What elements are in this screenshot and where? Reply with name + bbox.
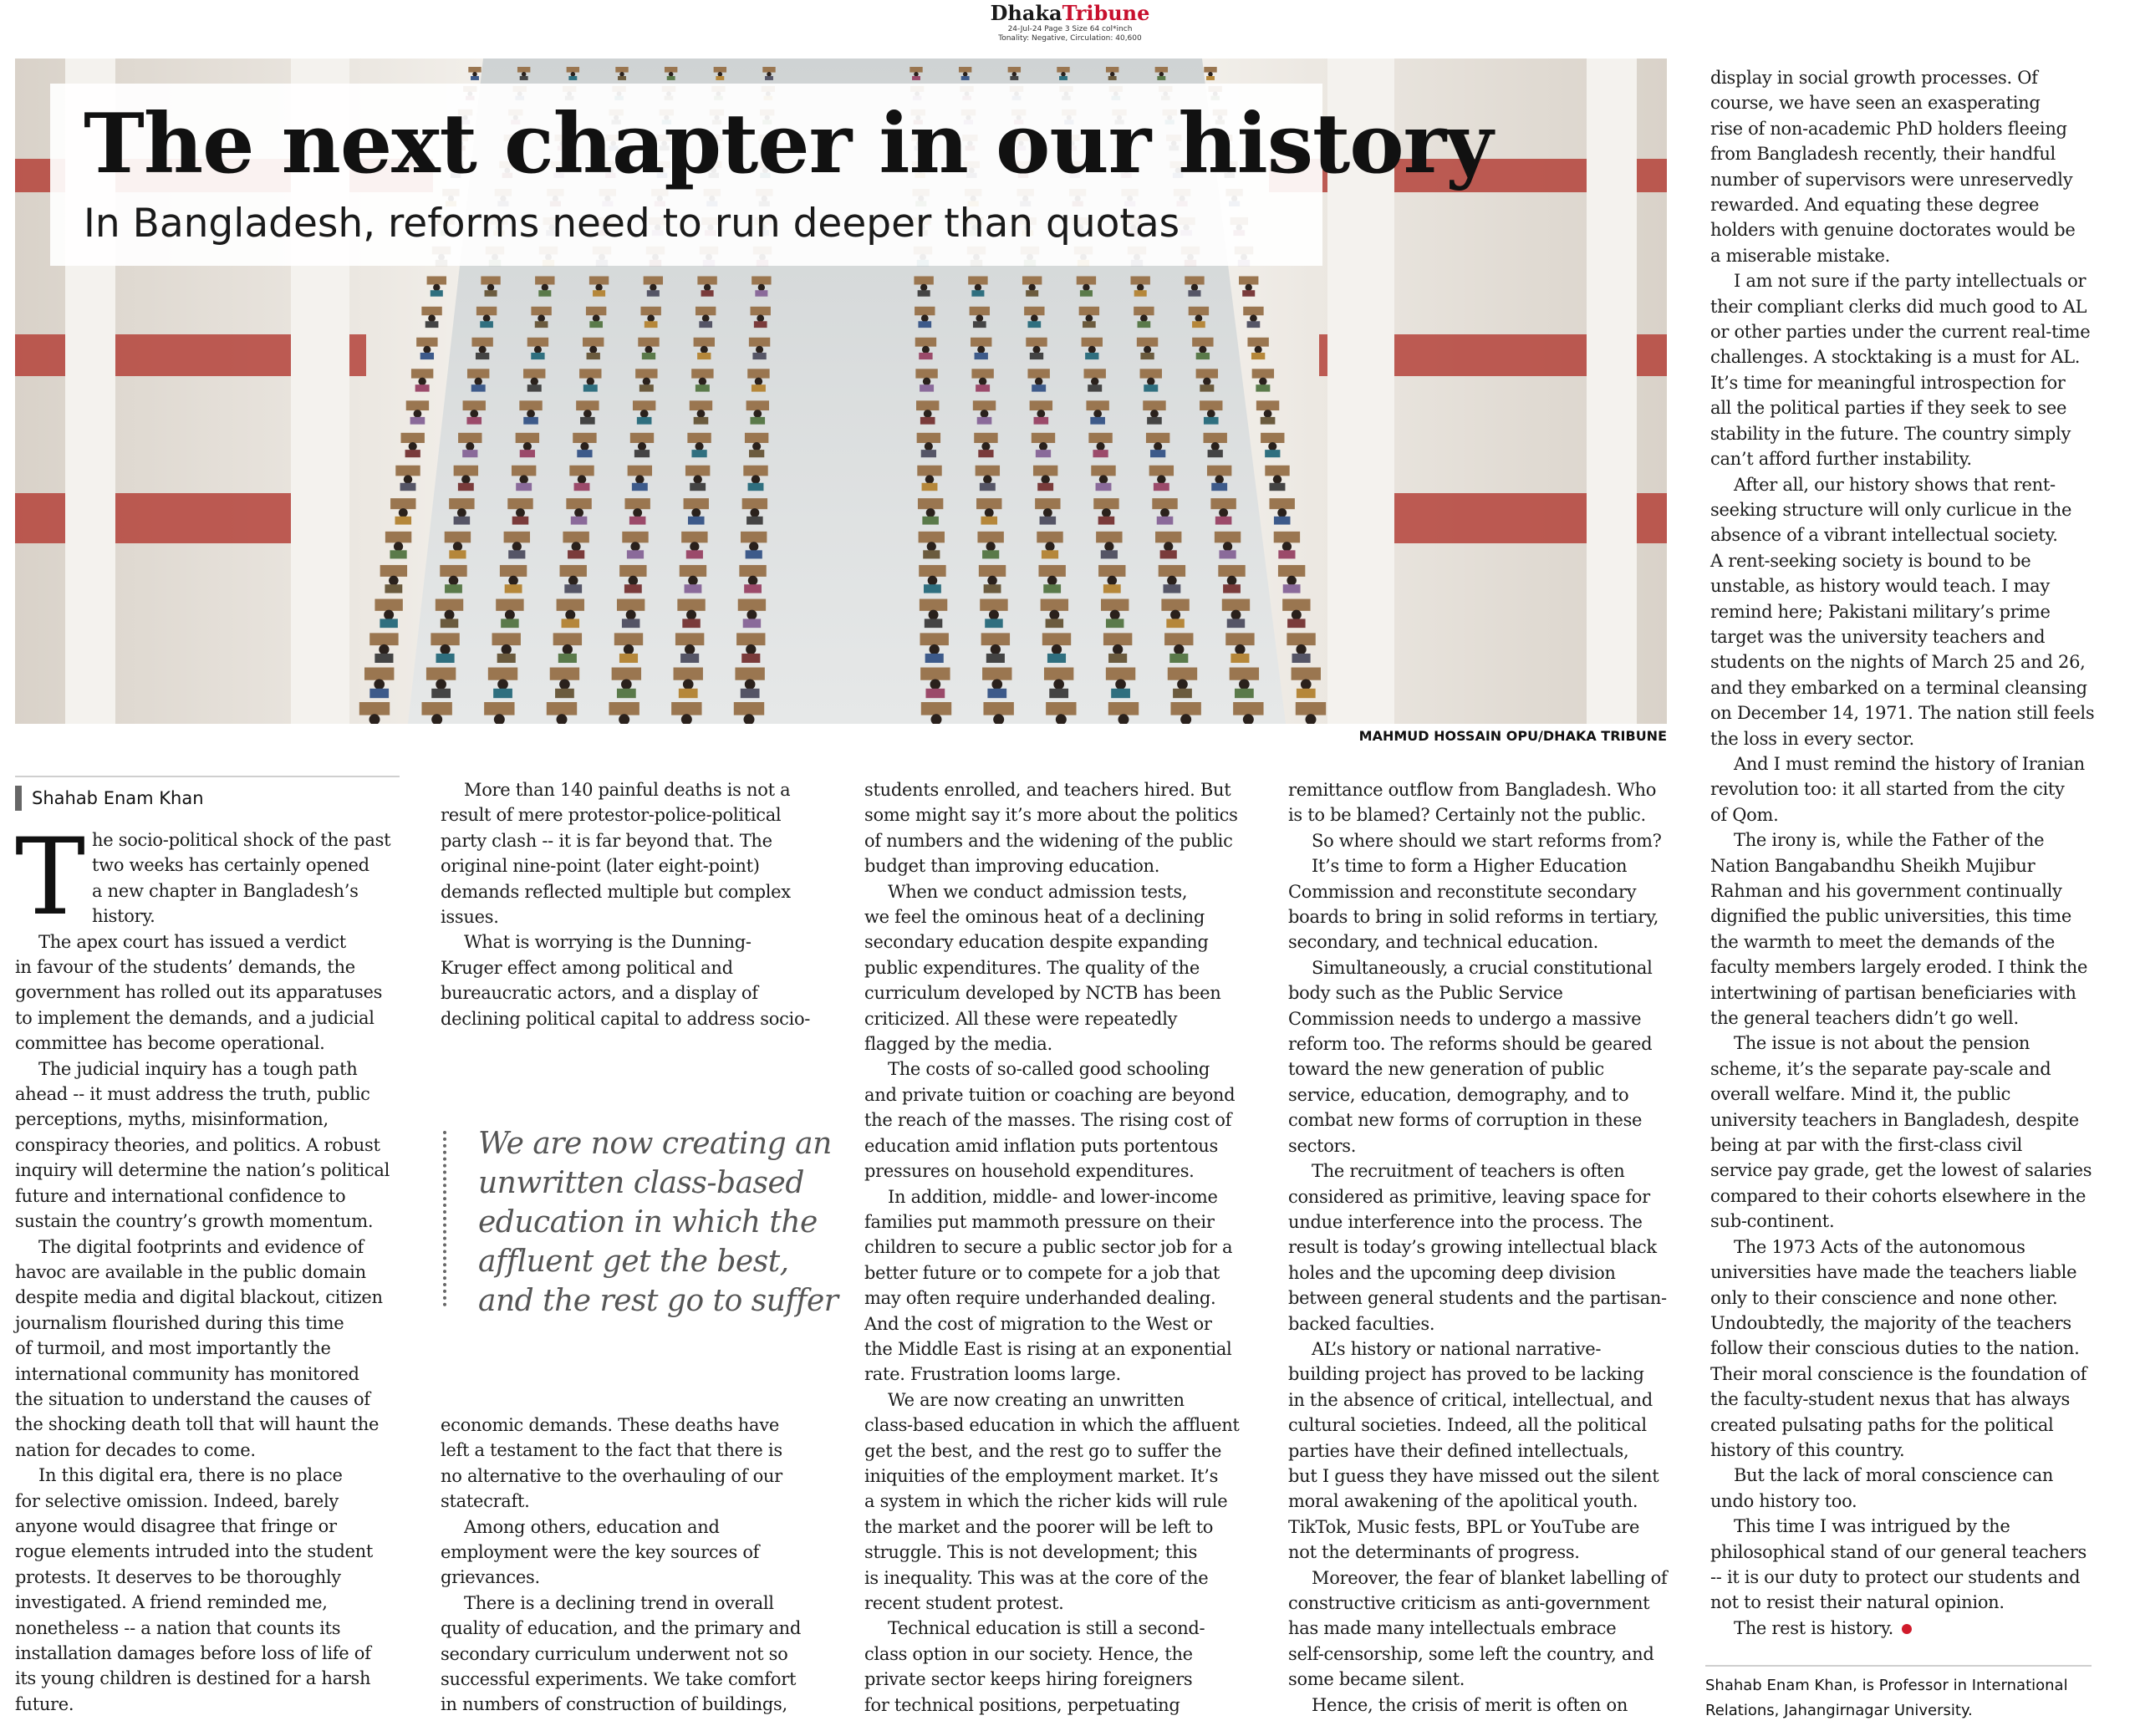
article-line: we feel the ominous heat of a declining xyxy=(864,907,1205,928)
article-line: being at par with the first-class civil xyxy=(1710,1135,2023,1156)
article-line: original nine-point (later eight-point) xyxy=(441,856,760,877)
article-line: holes and the upcoming deep division xyxy=(1288,1262,1616,1283)
article-line: demands reflected multiple but complex xyxy=(441,881,791,902)
article-line: and private tuition or coaching are beyond xyxy=(864,1084,1236,1105)
pull-quote-line: affluent get the best, xyxy=(478,1245,789,1279)
article-line: body such as the Public Service xyxy=(1288,983,1563,1004)
article-line: Among others, education and xyxy=(464,1516,720,1537)
article-line: dignified the public universities, this time xyxy=(1710,906,2071,927)
article-line: absence of a vibrant intellectual society. xyxy=(1710,525,2058,546)
article-line: from Bangladesh recently, their handful xyxy=(1710,144,2056,165)
article-line: government has rolled out its apparatuses xyxy=(15,982,383,1003)
article-line: in the absence of critical, intellectual, and xyxy=(1288,1389,1653,1410)
article-line: statecraft. xyxy=(441,1491,530,1512)
article-line: ahead -- it must address the truth, public xyxy=(15,1084,370,1105)
article-line: the shocking death toll that will haunt the xyxy=(15,1414,380,1435)
masthead xyxy=(961,2,1179,43)
article-line: grievances. xyxy=(441,1567,540,1588)
article-line: parties have their defined intellectuals, xyxy=(1288,1440,1629,1461)
article-line: private sector keeps hiring foreigners xyxy=(864,1669,1193,1690)
article-column-2-bottom xyxy=(441,1413,801,1718)
pull-quote-rule xyxy=(443,1131,446,1306)
article-line: stability in the future. The country simply xyxy=(1710,423,2071,444)
article-column-5 xyxy=(1710,65,2094,1641)
article-line: left a testament to the fact that there is xyxy=(441,1440,782,1461)
article-line: Hence, the crisis of merit is often on xyxy=(1312,1694,1628,1715)
article-line: toward the new generation of public xyxy=(1288,1059,1604,1080)
article-line: nonetheless -- a nation that counts its xyxy=(15,1617,341,1638)
article-line: flagged by the media. xyxy=(864,1034,1052,1055)
article-line: get the best, and the rest go to suffer the xyxy=(864,1440,1222,1461)
article-line: Nation Bangabandhu Sheikh Mujibur xyxy=(1710,855,2036,876)
article-line: TikTok, Music fests, BPL or YouTube are xyxy=(1288,1516,1640,1537)
article-line: curriculum developed by NCTB has been xyxy=(864,983,1221,1004)
article-line: It’s time to form a Higher Education xyxy=(1312,856,1628,877)
article-line: overall welfare. Mind it, the public xyxy=(1710,1084,2011,1105)
article-line: two weeks has certainly opened xyxy=(92,855,369,876)
pull-quote xyxy=(443,1124,838,1318)
article-line: not the determinants of progress. xyxy=(1288,1542,1580,1563)
article-line: In this digital era, there is no place xyxy=(38,1465,343,1486)
article-line: has made many intellectuals embrace xyxy=(1288,1618,1617,1639)
article-line: unstable, as history would teach. I may xyxy=(1710,576,2050,597)
article-line: number of supervisors were unreservedly xyxy=(1710,169,2073,190)
article-line: rate. Frustration looms large. xyxy=(864,1364,1121,1385)
article-line: intertwining of partisan beneficiaries with xyxy=(1710,982,2076,1003)
article-line: better future or to compete for a job that xyxy=(864,1262,1220,1283)
end-of-article-dot xyxy=(1902,1624,1912,1634)
article-line: a miserable mistake. xyxy=(1710,245,1891,266)
article-line: but I guess they have missed out the silent xyxy=(1288,1465,1659,1486)
article-line: struggle. This is not development; this xyxy=(864,1542,1198,1563)
article-line: seeking structure will only curlicue in the xyxy=(1710,499,2072,520)
article-line: target was the university teachers and xyxy=(1710,626,2046,647)
article-line: So where should we start reforms from? xyxy=(1312,830,1662,851)
article-line: The digital footprints and evidence of xyxy=(38,1236,364,1257)
article-line: secondary curriculum underwent not so xyxy=(441,1643,788,1664)
article-line: budget than improving education. xyxy=(864,856,1160,877)
article-line: remind here; Pakistani military’s prime xyxy=(1710,601,2051,622)
article-line: conspiracy theories, and politics. A robust xyxy=(15,1134,380,1155)
article-line: We are now creating an unwritten xyxy=(888,1389,1185,1410)
article-line: protests. It deserves to be thoroughly xyxy=(15,1566,341,1587)
article-line: cultural societies. Indeed, all the political xyxy=(1288,1415,1647,1436)
article-line: Technical education is still a second- xyxy=(888,1618,1205,1639)
article-line: students on the nights of March 25 and 26, xyxy=(1710,652,2086,673)
article-line: committee has become operational. xyxy=(15,1033,325,1054)
author-bio-line: Relations, Jahangirnagar University. xyxy=(1705,1702,1973,1719)
article-line: rise of non-academic PhD holders fleeing xyxy=(1710,118,2067,139)
article-line: he socio-political shock of the past xyxy=(92,830,391,850)
article-line: quality of education, and the primary and xyxy=(441,1618,801,1639)
article-line: students enrolled, and teachers hired. But xyxy=(864,780,1231,800)
article-line: the faculty-student nexus that has always xyxy=(1710,1389,2070,1410)
article-line: created pulsating paths for the political xyxy=(1710,1414,2054,1435)
article-line: sub-continent. xyxy=(1710,1211,1835,1232)
article-line: Kruger effect among political and xyxy=(441,957,733,978)
pull-quote-line: unwritten class-based xyxy=(478,1166,804,1200)
article-line: challenges. A stocktaking is a must for AL. xyxy=(1710,347,2081,368)
article-line: It’s time for meaningful introspection for xyxy=(1710,372,2066,393)
article-line: secondary, and technical education. xyxy=(1288,932,1598,953)
article-column-4 xyxy=(1288,777,1667,1718)
article-line: the situation to understand the causes of xyxy=(15,1388,370,1409)
article-line: its young children is destined for a harsh xyxy=(15,1668,371,1689)
clipping-meta-2: Tonality: Negative, Circulation: 40,600 xyxy=(998,34,1142,43)
article-line: This time I was intrigued by the xyxy=(1734,1516,2010,1537)
pull-quote-line: education in which the xyxy=(478,1205,818,1240)
article-line: no alternative to the overhauling of our xyxy=(441,1465,782,1486)
article-line: the warmth to meet the demands of the xyxy=(1710,931,2055,952)
article-line: sustain the country’s growth momentum. xyxy=(15,1211,374,1232)
article-line: the market and the poorer will be left to xyxy=(864,1516,1214,1537)
article-line: A rent-seeking society is bound to be xyxy=(1710,550,2031,571)
article-line: or other parties under the current real-time xyxy=(1710,322,2091,343)
article-line: result of mere protestor-police-political xyxy=(441,805,782,826)
article-line: of numbers and the widening of the public xyxy=(864,830,1233,851)
article-line: There is a declining trend in overall xyxy=(464,1592,774,1613)
article-line: history. xyxy=(92,906,155,927)
article-line: building project has proved to be lacking xyxy=(1288,1364,1644,1385)
article-line: a new chapter in Bangladesh’s xyxy=(92,880,359,901)
article-line: And I must remind the history of Iranian xyxy=(1734,753,2085,774)
article-line: in favour of the students’ demands, the xyxy=(15,957,355,978)
article-line: boards to bring in solid reforms in tertiary, xyxy=(1288,907,1659,928)
article-line: considered as primitive, leaving space for xyxy=(1288,1186,1650,1207)
article-line: future. xyxy=(15,1693,74,1714)
article-line: self-censorship, some left the country, and xyxy=(1288,1643,1654,1664)
article-line: reform too. The reforms should be geared xyxy=(1288,1034,1653,1055)
article-column-1 xyxy=(15,816,391,1717)
bio-divider xyxy=(1705,1665,2092,1667)
article-line: havoc are available in the public domain xyxy=(15,1261,366,1282)
article-line: despite media and digital blackout, citizen xyxy=(15,1287,383,1308)
article-line: moral awakening of the apolitical youth. xyxy=(1288,1491,1638,1512)
article-line: party clash -- it is far beyond that. The xyxy=(441,830,772,851)
article-line: And the cost of migration to the West or xyxy=(864,1313,1212,1334)
article-line: future and international confidence to xyxy=(15,1185,346,1206)
article-line: compared to their cohorts elsewhere in the xyxy=(1710,1185,2086,1206)
article-line: declining political capital to address socio- xyxy=(441,1008,811,1029)
article-line: The issue is not about the pension xyxy=(1734,1033,2030,1054)
article-line: perceptions, myths, misinformation, xyxy=(15,1109,329,1130)
article-line: service pay grade, get the lowest of salaries xyxy=(1710,1160,2092,1181)
article-line: can’t afford further instability. xyxy=(1710,449,1972,470)
article-line: class-based education in which the affluent xyxy=(864,1415,1240,1436)
article-line: scheme, it’s the separate pay-scale and xyxy=(1710,1058,2051,1079)
article-line: undo history too. xyxy=(1710,1490,1857,1511)
article-line: only to their conscience and none other. xyxy=(1710,1287,2058,1308)
article-line: public expenditures. The quality of the xyxy=(864,957,1200,978)
article-line: anyone would disagree that fringe or xyxy=(15,1515,337,1536)
article-line: a system in which the richer kids will rule xyxy=(864,1491,1228,1512)
article-line: for selective omission. Indeed, barely xyxy=(15,1490,339,1511)
article-line: the general teachers didn’t go well. xyxy=(1710,1008,2019,1029)
article-line: on December 14, 1971. The nation still feels xyxy=(1710,703,2095,724)
article-line: nation for decades to come. xyxy=(15,1439,256,1460)
article-line: Commission and reconstitute secondary xyxy=(1288,881,1637,902)
article-line: journalism flourished during this time xyxy=(15,1312,344,1333)
article-line: The costs of so-called good schooling xyxy=(888,1059,1210,1080)
article-line: not to resist their natural opinion. xyxy=(1710,1592,2005,1613)
article-line: revolution too: it all started from the city xyxy=(1710,779,2065,800)
article-line: Moreover, the fear of blanket labelling of xyxy=(1312,1567,1668,1588)
byline-divider xyxy=(15,776,400,777)
article-column-2-top xyxy=(441,777,810,1031)
article-line: of turmoil, and most importantly the xyxy=(15,1338,331,1359)
article-line: families put mammoth pressure on their xyxy=(864,1211,1215,1232)
article-line: In addition, middle- and lower-income xyxy=(888,1186,1218,1207)
publication-logo xyxy=(961,2,1179,25)
article-line: Undoubtedly, the majority of the teachers xyxy=(1710,1312,2071,1333)
article-line: successful experiments. We take comfort xyxy=(441,1669,797,1690)
article-line: in numbers of construction of buildings, xyxy=(441,1694,787,1715)
article-line: some became silent. xyxy=(1288,1669,1465,1690)
article-line: employment were the key sources of xyxy=(441,1542,760,1563)
author-byline: Shahab Enam Khan xyxy=(15,786,204,811)
article-line: university teachers in Bangladesh, despite xyxy=(1710,1109,2079,1130)
article-line: the Middle East is rising at an exponential xyxy=(864,1338,1232,1359)
article-line: But the lack of moral conscience can xyxy=(1734,1465,2054,1486)
article-column-3 xyxy=(864,777,1240,1718)
article-line: I am not sure if the party intellectuals or xyxy=(1734,271,2086,292)
article-line: constructive criticism as anti-government xyxy=(1288,1593,1650,1613)
article-line: some might say it’s more about the politics xyxy=(864,805,1238,826)
article-line: remittance outflow from Bangladesh. Who xyxy=(1288,780,1657,800)
article-line: display in social growth processes. Of xyxy=(1710,68,2038,88)
logo-dhaka: Dhaka xyxy=(990,1,1062,25)
article-line: all the political parties if they seek to see xyxy=(1710,398,2067,419)
article-line: The 1973 Acts of the autonomous xyxy=(1734,1236,2025,1257)
article-headline: The next chapter in our history xyxy=(84,96,1493,192)
article-line: issues. xyxy=(441,907,499,928)
article-line: sectors. xyxy=(1288,1135,1357,1156)
article-line: holders with genuine doctorates would be xyxy=(1710,220,2076,241)
article-line: What is worrying is the Dunning- xyxy=(464,932,752,953)
article-line: rogue elements intruded into the student xyxy=(15,1541,373,1562)
article-line: combat new forms of corruption in these xyxy=(1288,1110,1643,1131)
article-line: children to secure a public sector job for a xyxy=(864,1237,1233,1258)
article-line: criticized. All these were repeatedly xyxy=(864,1008,1178,1029)
pull-quote-line: and the rest go to suffer xyxy=(478,1284,838,1318)
article-line: for technical positions, perpetuating xyxy=(864,1694,1180,1715)
article-line: The rest is history. xyxy=(1710,1616,2094,1641)
article-line: The judicial inquiry has a tough path xyxy=(38,1058,358,1079)
article-line: faculty members largely eroded. I think the xyxy=(1710,957,2088,978)
article-line: is inequality. This was at the core of the xyxy=(864,1567,1209,1588)
article-line: AL’s history or national narrative- xyxy=(1312,1338,1602,1359)
article-line: The apex court has issued a verdict xyxy=(38,931,346,952)
article-line: follow their conscious duties to the nation. xyxy=(1710,1338,2080,1359)
article-line: secondary education despite expanding xyxy=(864,932,1209,953)
article-line: international community has monitored xyxy=(15,1363,359,1384)
article-line: recent student protest. xyxy=(864,1593,1064,1613)
article-line: course, we have seen an exasperating xyxy=(1710,93,2041,114)
article-line: the reach of the masses. The rising cost of xyxy=(864,1110,1232,1131)
article-line: economic demands. These deaths have xyxy=(441,1415,779,1435)
article-line: Rahman and his government continually xyxy=(1710,881,2062,901)
article-line: Simultaneously, a crucial constitutional xyxy=(1312,957,1653,978)
article-line: rewarded. And equating these degree xyxy=(1710,195,2040,216)
article-line: their compliant clerks did much good to AL xyxy=(1710,296,2087,317)
drop-cap: T xyxy=(15,816,86,939)
article-line: history of this country. xyxy=(1710,1439,1905,1460)
photo-credit: MAHMUD HOSSAIN OPU/DHAKA TRIBUNE xyxy=(1358,728,1667,744)
article-line: and they embarked on a terminal cleansing xyxy=(1710,677,2087,698)
article-line: backed faculties. xyxy=(1288,1313,1435,1334)
article-line: service, education, demography, and to xyxy=(1288,1084,1629,1105)
article-line: inquiry will determine the nation’s political xyxy=(15,1160,390,1181)
article-line: may often require underhanded dealing. xyxy=(864,1288,1216,1309)
article-line: -- it is our duty to protect our students and xyxy=(1710,1566,2081,1587)
article-line: between general students and the partisan- xyxy=(1288,1288,1667,1309)
article-line: installation damages before loss of life of xyxy=(15,1643,371,1663)
pull-quote-line: We are now creating an xyxy=(478,1127,832,1161)
article-line: More than 140 painful deaths is not a xyxy=(464,780,791,800)
pull-quote-text xyxy=(478,1124,838,1321)
article-line: The recruitment of teachers is often xyxy=(1312,1161,1625,1182)
article-line: of Qom. xyxy=(1710,804,1779,825)
article-line: the loss in every sector. xyxy=(1710,728,1914,749)
article-line: Commission needs to undergo a massive xyxy=(1288,1008,1642,1029)
article-line: After all, our history shows that rent- xyxy=(1734,474,2056,495)
article-line: class option in our society. Hence, the xyxy=(864,1643,1193,1664)
clipping-meta-1: 24-Jul-24 Page 3 Size 64 col*inch xyxy=(1007,25,1133,33)
article-line: universities have made the teachers liable xyxy=(1710,1262,2077,1283)
author-bio-line: Shahab Enam Khan, is Professor in International xyxy=(1705,1677,2068,1694)
article-line: Their moral conscience is the foundation of xyxy=(1710,1363,2087,1384)
article-line: philosophical stand of our general teachers xyxy=(1710,1541,2086,1562)
article-line: bureaucratic actors, and a display of xyxy=(441,983,758,1004)
article-subheadline: In Bangladesh, reforms need to run deeper than quotas xyxy=(84,201,1180,247)
article-line: education amid inflation puts portentous xyxy=(864,1135,1218,1156)
article-line: The irony is, while the Father of the xyxy=(1734,830,2045,851)
article-line: pressures on household expenditures. xyxy=(864,1161,1195,1182)
logo-tribune: Tribune xyxy=(1062,1,1150,25)
article-line: to implement the demands, and a judicial xyxy=(15,1007,374,1028)
article-line: is to be blamed? Certainly not the public. xyxy=(1288,805,1646,826)
article-line: iniquities of the employment market. It’s xyxy=(864,1465,1219,1486)
article-line: investigated. A friend reminded me, xyxy=(15,1592,328,1613)
article-line: undue interference into the process. The xyxy=(1288,1211,1643,1232)
article-line: When we conduct admission tests, xyxy=(888,881,1188,902)
article-line: result is today’s growing intellectual black xyxy=(1288,1237,1657,1258)
author-bio xyxy=(1705,1673,2068,1723)
